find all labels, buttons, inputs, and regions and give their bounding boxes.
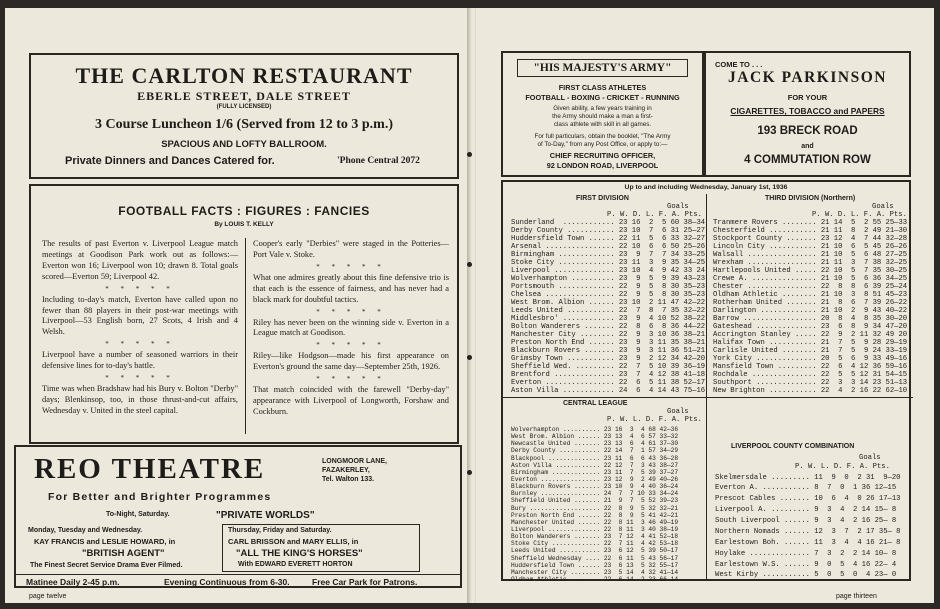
first-division-row: Arsenal ................ 22 10 6 6 50 25—26 bbox=[511, 243, 706, 251]
first-division-row: Birmingham ............. 23 9 7 7 34 33—25 bbox=[511, 251, 706, 259]
parkinson-goods: CIGARETTES, TOBACCO and PAPERS bbox=[730, 106, 885, 116]
central-league-row: Derby County ........... 22 14 7 1 57 34—29 bbox=[511, 447, 679, 455]
combination-row: West Kirby ........... 5 0 5 0 4 23— 0 bbox=[715, 571, 897, 579]
third-division-row: Halifax Town ........... 21 7 5 9 28 29—19 bbox=[713, 339, 908, 347]
parkinson-advert bbox=[704, 51, 911, 177]
first-division-goals-label: Goals bbox=[667, 203, 689, 211]
third-division-row: Rotherham United ....... 21 8 6 7 39 26—22 bbox=[713, 299, 908, 307]
central-league-row: Huddersfield Town ...... 23 6 13 5 32 55—17 bbox=[511, 561, 679, 569]
first-division-row: Chelsea ................ 22 9 5 8 30 35—23 bbox=[511, 291, 706, 299]
star-divider: * * * * * bbox=[316, 307, 386, 316]
third-division-row: Lincoln City ........... 21 10 6 5 45 26—26 bbox=[713, 243, 908, 251]
central-league-row: Everton ................ 23 12 9 2 49 40—26 bbox=[511, 476, 679, 483]
central-league-row: Manchester City ........ 23 5 14 4 32 41—14 bbox=[511, 568, 679, 576]
central-league-row: Stoke City ............. 22 7 11 4 42 53—18 bbox=[511, 540, 679, 548]
reo-address-line: LONGMOOR LANE, bbox=[322, 458, 387, 465]
first-division-row: Sunderland ............ 23 16 2 5 60 38—34 bbox=[511, 219, 706, 227]
section-rule bbox=[707, 397, 913, 398]
combination-row: Earlestown Boh. ...... 11 3 4 4 16 21— 8 bbox=[715, 539, 901, 547]
section-rule bbox=[503, 397, 706, 398]
tables-heading: Up to and including Wednesday, January 1st, 1936 bbox=[624, 184, 788, 191]
reo-left-days: Monday, Tuesday and Wednesday. bbox=[28, 527, 143, 534]
carlton-licence: (FULLY LICENSED) bbox=[216, 104, 272, 110]
third-division-row: Mansfield Town ......... 22 6 4 12 36 59—16 bbox=[713, 363, 908, 371]
reo-right-film: "ALL THE KING'S HORSES" bbox=[236, 548, 363, 559]
central-league-row: Manchester United ...... 22 8 11 3 46 49—19 bbox=[511, 518, 679, 526]
combination-row: Earlestown W.S. ...... 9 0 5 4 16 22— 4 bbox=[715, 561, 897, 569]
army-line2: FOOTBALL - BOXING - CRICKET - RUNNING bbox=[525, 93, 680, 102]
combination-header: P. W. L. D. F. A. Pts. bbox=[795, 463, 890, 471]
star-divider: * * * * * bbox=[316, 375, 386, 384]
carlton-street: EBERLE STREET, DALE STREET bbox=[137, 89, 351, 103]
reo-left-note: The Finest Secret Service Drama Ever Filmed. bbox=[30, 562, 183, 569]
army-address: 92 LONDON ROAD, LIVERPOOL bbox=[546, 161, 659, 170]
army-body-line: class athlete with skill in all games. bbox=[553, 121, 652, 128]
parkinson-come: COME TO . . . bbox=[715, 60, 763, 69]
reo-address-line: FAZAKERLEY, bbox=[322, 467, 370, 474]
parkinson-name: JACK PARKINSON bbox=[728, 69, 887, 86]
combination-row: Everton A. ........... 8 7 0 1 36 12—15 bbox=[715, 484, 897, 492]
first-division-row: Preston North End ...... 23 9 3 11 35 38—21 bbox=[511, 339, 706, 347]
first-division-header: P. W. D. L. F. A. Pts. bbox=[607, 211, 702, 219]
combination-row: Prescot Cables ....... 10 6 4 0 26 17—13 bbox=[715, 495, 901, 503]
reo-name: REO THEATRE bbox=[34, 453, 266, 485]
army-particulars-line: For full particulars, obtain the booklet, "The Army bbox=[534, 133, 671, 140]
first-division-row: Huddersfield Town ...... 22 11 5 6 33 32—27 bbox=[511, 235, 706, 243]
star-divider: * * * * * bbox=[316, 262, 386, 271]
article-paragraph: Including to-day's match, Everton have called upon no fewer than 88 players in their post-war meetings with Liverpool—53 English born, 27 Scots, 4 Irish and 4 Welsh. bbox=[42, 294, 238, 337]
first-division-row: Middlesbro' ............ 23 9 4 10 52 38—22 bbox=[511, 315, 706, 323]
third-division-header: P. W. D. L. F. A. Pts. bbox=[812, 211, 907, 219]
third-division-row: Walsall ................ 21 10 5 6 48 27—25 bbox=[713, 251, 908, 259]
third-division-row: Wrexham ................ 21 11 3 7 38 32—25 bbox=[713, 259, 908, 267]
parkinson-and: and bbox=[801, 143, 814, 150]
league-tables bbox=[501, 180, 911, 581]
army-body bbox=[503, 105, 702, 129]
article-paragraph: Riley—like Hodgson—made his first appearance on Everton's ground the same day—September 25th, 1926. bbox=[253, 351, 449, 372]
army-particulars bbox=[503, 133, 702, 149]
third-division-row: Crewe A. ............... 21 10 5 6 36 34—25 bbox=[713, 275, 908, 283]
army-body-line: the Army should make a man a first- bbox=[552, 113, 653, 120]
first-division-row: Sheffield Wed. ......... 22 7 5 10 39 36—19 bbox=[511, 363, 706, 371]
first-division-row: Stoke City ............. 23 11 3 9 35 34—25 bbox=[511, 259, 706, 267]
central-league-row: Preston North End ...... 22 8 9 5 41 42—21 bbox=[511, 511, 679, 519]
third-division-row: Barrow ................. 20 8 4 8 35 30—20 bbox=[713, 315, 908, 323]
reo-right-days: Thursday, Friday and Saturday. bbox=[228, 527, 332, 534]
left-page-footer: page twelve bbox=[29, 593, 67, 600]
central-league-row: Newcastle United ....... 23 13 6 4 61 37—30 bbox=[511, 440, 679, 448]
third-division-title: THIRD DIVISION (Northern) bbox=[765, 195, 856, 202]
first-division-row: Leeds United ........... 22 7 8 7 35 32—22 bbox=[511, 307, 706, 315]
combination-row: Hoylake .............. 7 3 2 2 14 10— 8 bbox=[715, 550, 897, 558]
reo-tonight: To-Night, Saturday. bbox=[106, 511, 170, 518]
article-paragraph: Liverpool have a number of seasoned warriors in their defensive lines for to-day's battle. bbox=[42, 350, 238, 371]
article-title: FOOTBALL FACTS : FIGURES : FANCIES bbox=[118, 204, 370, 218]
central-league-goals-label: Goals bbox=[667, 408, 689, 416]
left-page bbox=[5, 8, 471, 603]
reo-matinee: Matinee Daily 2-45 p.m. bbox=[26, 577, 120, 587]
army-title: "HIS MAJESTY'S ARMY" bbox=[533, 62, 672, 74]
first-division-row: Aston Villa ............ 24 6 4 14 43 75—16 bbox=[511, 387, 706, 395]
third-division-row: Gateshead .............. 23 6 8 9 34 47—20 bbox=[713, 323, 908, 331]
first-division-row: Wolverhampton .......... 23 9 5 9 39 43—23 bbox=[511, 275, 706, 283]
carlton-luncheon: 3 Course Luncheon 1/6 (Served from 12 to 3 p.m.) bbox=[94, 117, 393, 132]
first-division-row: Liverpool .............. 23 10 4 9 42 33 24 bbox=[511, 267, 706, 275]
third-division-row: Carlisle United ........ 21 7 5 9 24 33—19 bbox=[713, 347, 908, 355]
first-division-row: Bolton Wanderers ....... 22 8 6 8 36 44—22 bbox=[511, 323, 706, 331]
third-division-row: York City .............. 20 5 6 9 33 49—16 bbox=[713, 355, 908, 363]
third-division-goals-label: Goals bbox=[872, 203, 894, 211]
central-league-row: Oldham Athletic ........ 22 6 14 2 23 66—14 bbox=[511, 576, 679, 583]
staple-hole bbox=[467, 262, 472, 267]
carlton-dinners: Private Dinners and Dances Catered for. bbox=[65, 155, 275, 167]
reo-address bbox=[322, 457, 387, 484]
central-league-row: Bolton Wanderers ....... 23 7 12 4 41 52—18 bbox=[511, 533, 679, 541]
central-league-row: Liverpool .............. 22 8 11 3 40 38—19 bbox=[511, 526, 679, 533]
first-division-row: Derby County ........... 23 10 7 6 31 25—27 bbox=[511, 227, 706, 235]
army-officer: CHIEF RECRUITING OFFICER, bbox=[549, 151, 656, 160]
reo-left-stars: KAY FRANCIS and LESLIE HOWARD, in bbox=[34, 537, 176, 546]
army-line1: FIRST CLASS ATHLETES bbox=[558, 83, 647, 92]
right-page bbox=[476, 8, 934, 603]
reo-evening: Evening Continuous from 6-30. bbox=[164, 577, 290, 587]
article-left-column bbox=[42, 239, 238, 417]
right-page-footer: page thirteen bbox=[836, 593, 877, 600]
central-league-row: Blackburn Rovers ....... 23 10 9 4 40 36—24 bbox=[511, 483, 679, 491]
third-division-row: Oldham Athletic ........ 21 10 3 8 51 45—23 bbox=[713, 291, 908, 299]
combination-row: Northern Nomads ...... 12 3 7 2 17 35— 8 bbox=[715, 528, 901, 536]
star-divider: * * * * * bbox=[105, 374, 175, 383]
combination-row: Liverpool A. ......... 9 3 4 2 14 15— 8 bbox=[715, 506, 897, 514]
star-divider: * * * * * bbox=[105, 340, 175, 349]
combination-row: South Liverpool ...... 9 3 4 2 16 25— 8 bbox=[715, 517, 897, 525]
army-advert bbox=[501, 51, 704, 177]
star-divider: * * * * * bbox=[316, 341, 386, 350]
third-division-row: Southport .............. 22 3 3 14 23 51—13 bbox=[713, 379, 908, 387]
central-league-row: Bury ................... 22 8 9 5 32 32—21 bbox=[511, 504, 679, 512]
reo-address-line: Tel. Walton 133. bbox=[322, 476, 375, 483]
carlton-name: THE CARLTON RESTAURANT bbox=[75, 63, 413, 88]
carlton-advert bbox=[29, 53, 459, 179]
column-divider bbox=[245, 238, 246, 434]
third-division-row: New Brighton ........... 22 4 2 16 22 62—10 bbox=[713, 387, 908, 395]
article-paragraph: Riley has never been on the winning side v. Everton in a League match at Goodison. bbox=[253, 317, 449, 338]
combination-row: Skelmersdale ......... 11 9 0 2 31 9—20 bbox=[715, 474, 901, 482]
article-paragraph: Cooper's early "Derbies" were staged in the Potteries—Port Vale v. Stoke. bbox=[253, 239, 449, 259]
central-league-row: Birmingham ............. 23 11 7 5 39 37—27 bbox=[511, 468, 679, 476]
central-league-title: CENTRAL LEAGUE bbox=[563, 400, 628, 407]
article-byline: By LOUIS T. KELLY bbox=[214, 221, 274, 228]
star-divider: * * * * * bbox=[105, 284, 175, 293]
staple-hole bbox=[467, 355, 472, 360]
reo-car-park: Free Car Park for Patrons. bbox=[312, 577, 418, 587]
combination-goals-label: Goals bbox=[859, 454, 881, 462]
third-division-row: Darlington ............. 21 10 2 9 43 40—22 bbox=[713, 307, 908, 315]
third-division-row: Accrington Stanley ..... 22 9 2 11 32 49 20 bbox=[713, 331, 908, 339]
central-league-row: Aston Villa ............ 22 12 7 3 43 38—27 bbox=[511, 461, 679, 469]
third-division-row: Tranmere Rovers ........ 21 14 5 2 55 25—33 bbox=[713, 219, 908, 227]
reo-theatre-advert bbox=[14, 445, 462, 588]
first-division-row: Everton ................ 22 6 5 11 38 52—17 bbox=[511, 379, 706, 387]
reo-tonight-film: "PRIVATE WORLDS" bbox=[216, 510, 315, 521]
article-paragraph: The results of past Everton v. Liverpool League match meetings at Goodison Park work out as follows:—Everton won 16; Liverpool won 10; drawn 8. Total goals scored—Everton 59; Liverpool 42. bbox=[42, 239, 238, 281]
first-division-row: Blackburn Rovers ....... 23 9 3 11 36 51—21 bbox=[511, 347, 706, 355]
staple-hole bbox=[467, 152, 472, 157]
first-division-row: Portsmouth ............. 22 9 5 8 30 35—23 bbox=[511, 283, 706, 291]
army-particulars-line: of To-Day," from any Post Office, or apply to:— bbox=[537, 141, 668, 148]
carlton-ballroom: SPACIOUS AND LOFTY BALLROOM. bbox=[161, 139, 327, 150]
reo-left-film: "BRITISH AGENT" bbox=[82, 548, 165, 559]
central-league-row: West Brom. Albion ...... 23 13 4 6 57 33—32 bbox=[511, 433, 679, 441]
carlton-phone: 'Phone Central 2072 bbox=[337, 156, 420, 166]
staple-hole bbox=[467, 470, 472, 475]
army-title-box bbox=[517, 59, 688, 77]
article-paragraph: Time was when Bradshaw had his Bury v. Bolton "Derby" days; Blenkinsop, too, in those thrust-and-cut affairs, Wednesday v. United in the steel capital. bbox=[42, 384, 238, 415]
first-division-row: Brentford .............. 23 7 4 12 38 41—18 bbox=[511, 371, 706, 379]
article-paragraph: That match coincided with the farewell "Derby-day" appearance with Liverpool of Longworth, Forshaw and Cockburn. bbox=[253, 385, 449, 416]
central-league-row: Wolverhampton .......... 23 16 3 4 68 42—36 bbox=[511, 426, 679, 433]
football-facts-article bbox=[29, 184, 459, 444]
central-league-row: Leeds United ........... 23 6 12 5 39 50—17 bbox=[511, 547, 679, 555]
first-division-title: FIRST DIVISION bbox=[576, 195, 629, 202]
third-division-row: Chester ................ 22 8 8 6 39 25—24 bbox=[713, 283, 908, 291]
combination-title: LIVERPOOL COUNTY COMBINATION bbox=[731, 443, 855, 450]
reo-right-note: With EDWARD EVERETT HORTON bbox=[238, 561, 353, 568]
reo-right-stars: CARL BRISSON and MARY ELLIS, in bbox=[228, 537, 359, 546]
third-division-row: Hartlepools United ..... 22 10 5 7 35 30—25 bbox=[713, 267, 908, 275]
central-league-row: Blackpool .............. 23 11 6 6 43 36—28 bbox=[511, 454, 679, 462]
parkinson-addr1: 193 BRECK ROAD bbox=[757, 125, 858, 137]
central-league-row: Sheffield United ....... 21 9 7 5 52 39—23 bbox=[511, 497, 679, 505]
central-league-row: Burnley ................ 24 7 7 10 33 34—24 bbox=[511, 490, 679, 498]
first-division-row: Grimsby Town ........... 23 9 2 12 34 42—20 bbox=[511, 355, 706, 363]
article-right-column bbox=[253, 239, 449, 418]
third-division-row: Chesterfield ........... 21 11 8 2 49 21—30 bbox=[713, 227, 908, 235]
tables-divider bbox=[706, 194, 707, 580]
reo-rule bbox=[16, 574, 460, 575]
article-paragraph: What one admires greatly about this fine defensive trio is that each is the essence of fairness, and has never had a black mark for doubtful tactics. bbox=[253, 272, 449, 304]
parkinson-for-your: FOR YOUR bbox=[787, 93, 828, 102]
central-league-row: Sheffield Wednesday .... 22 6 11 5 43 56—17 bbox=[511, 554, 679, 562]
reo-tagline: For Better and Brighter Programmes bbox=[48, 491, 272, 503]
first-division-row: West Brom. Albion ...... 23 10 2 11 47 42—22 bbox=[511, 299, 706, 307]
parkinson-addr2: 4 COMMUTATION ROW bbox=[744, 154, 871, 166]
first-division-row: Manchester City ........ 22 9 3 10 36 38—21 bbox=[511, 331, 706, 339]
third-division-row: Stockport County ....... 23 12 4 7 44 32—28 bbox=[713, 235, 908, 243]
army-body-line: Given ability, a few years training in bbox=[553, 105, 652, 112]
third-division-row: Rochdale ............... 22 5 5 12 31 54—15 bbox=[713, 371, 908, 379]
central-league-header: P. W. L. D. F. A. Pts. bbox=[607, 416, 702, 424]
